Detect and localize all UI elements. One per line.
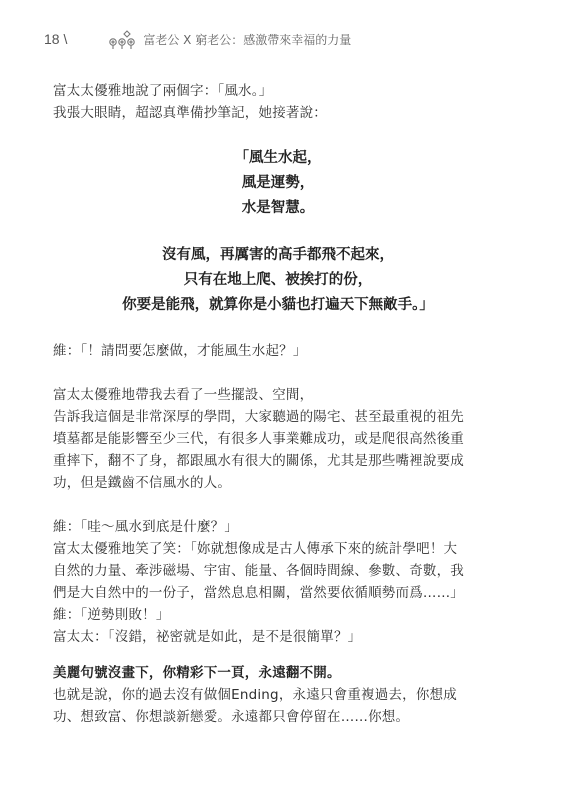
paragraph-explanation <box>53 384 503 494</box>
text-line: 富太太優雅地說了兩個字：「風水。」 <box>53 83 273 99</box>
text-line: 維：「哇～風水到底是什麼？」 <box>53 519 239 535</box>
dialogue-line: 維：「！請問要怎麼做，才能風生水起？」 <box>53 343 307 359</box>
paragraph-intro <box>53 80 503 124</box>
text-line: 也就是說，你的過去沒有做個Ending，永遠只會重複過去，你想成 <box>53 687 457 703</box>
paragraph-dialogue <box>53 516 503 648</box>
text-line: 我張大眼睛，超認真準備抄筆記，她接著說： <box>53 105 327 121</box>
text-line: 富太太優雅地帶我去看了一些擺設、空間， <box>53 387 314 403</box>
text-line: 們是大自然中的一份子，當然息息相關，當然要依循順勢而爲……」 <box>53 585 464 601</box>
quote-line: 沒有風，再厲害的高手都飛不起來， <box>162 247 394 263</box>
quote-line: 水是智慧。 <box>241 200 315 216</box>
quote-block-1 <box>53 146 503 221</box>
flower-emblem-icon <box>107 28 137 50</box>
quote-line: 只有在地上爬、被挨打的份， <box>183 272 373 288</box>
page-header <box>44 28 544 50</box>
text-line: 自然的力量、牽涉磁場、宇宙、能量、各個時間線、參數、奇數，我 <box>53 563 464 579</box>
text-line: 重摔下，翻不了身，都跟風水有很大的關係，尤其是那些嘴裡說要成 <box>53 453 464 469</box>
text-line: 功、想致富、你想談新戀愛。永遠都只會停留在……你想。 <box>53 709 410 725</box>
page-number: 18 \ <box>44 31 68 47</box>
quote-block-2 <box>53 243 503 318</box>
text-line: 富太太：「沒錯，祕密就是如此，是不是很簡單？」 <box>53 629 362 645</box>
page-body <box>53 80 503 728</box>
text-line: 告訴我這個是非常深厚的學問，大家聽過的陽宅、甚至最重視的祖先 <box>53 409 464 425</box>
quote-line: 「風生水起， <box>234 150 322 166</box>
text-line: 維：「逆勢則敗！」 <box>53 607 170 623</box>
text-line: 功，但是鐵齒不信風水的人。 <box>53 475 232 491</box>
quote-line: 你要是能飛，就算你是小貓也打遍天下無敵手。」 <box>122 297 434 313</box>
text-line: 墳墓都是能影響至少三代，有很多人事業難成功，或是爬很高然後重 <box>53 431 464 447</box>
bold-heading-line: 美麗句號沒畫下，你精彩下一頁，永遠翻不開。 <box>53 665 341 681</box>
text-line: 富太太優雅地笑了笑：「妳就想像成是古人傳承下來的統計學吧！大 <box>53 541 458 557</box>
paragraph-conclusion <box>53 662 503 728</box>
quote-line: 風是運勢， <box>241 175 315 191</box>
running-title: 富老公 X 窮老公：感激帶來幸福的力量 <box>143 32 352 47</box>
